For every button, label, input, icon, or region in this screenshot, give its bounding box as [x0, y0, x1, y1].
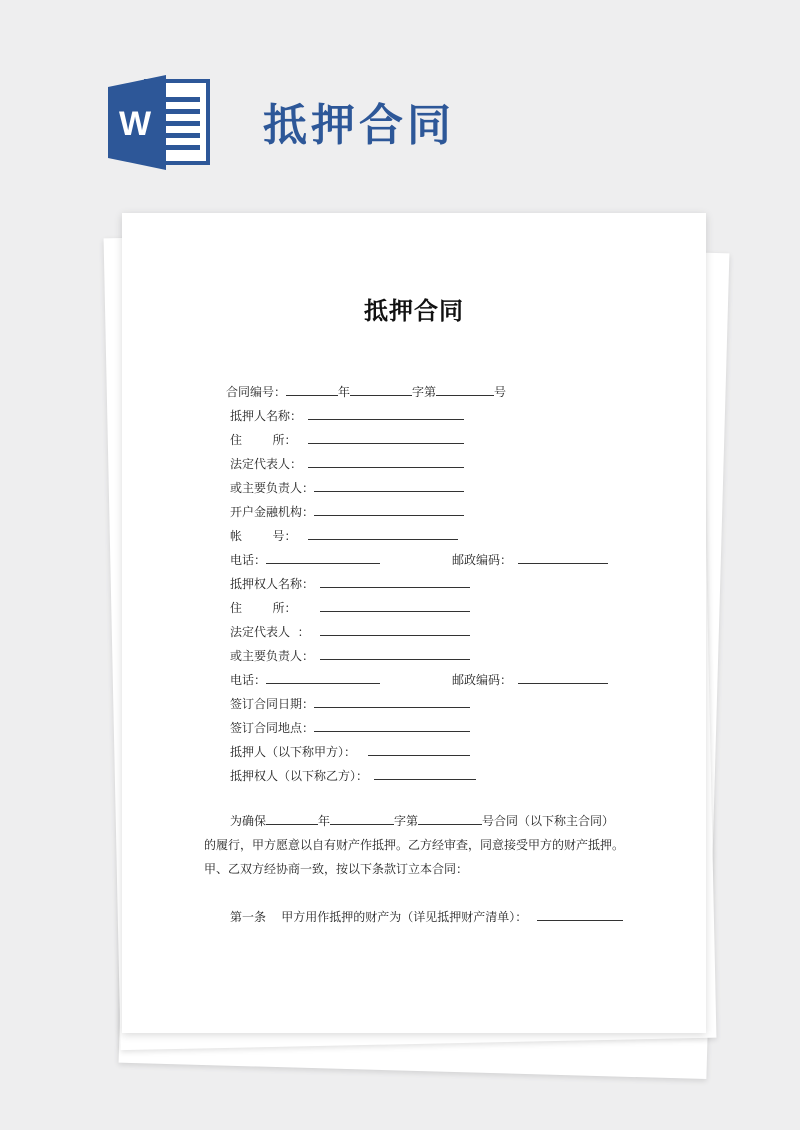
- blank-field: [350, 383, 412, 396]
- year-label: 年: [338, 385, 351, 399]
- blank-field: [314, 503, 464, 516]
- para1-part4: 号合同（以下称主合同）: [482, 814, 615, 828]
- word-document-icon: [108, 75, 213, 170]
- blank-field: [266, 671, 380, 684]
- mortgagee-address-row: [230, 599, 470, 616]
- mortgagee-legal-rep-row: [230, 623, 470, 640]
- blank-field: [308, 455, 464, 468]
- blank-field: [320, 647, 470, 660]
- mortgagee-principal-label: 或主要负责人：: [230, 649, 315, 663]
- blank-field: [286, 383, 338, 396]
- mortgagor-account-row: [230, 527, 458, 544]
- sign-place-label: 签订合同地点：: [230, 721, 315, 735]
- mortgagee-address-label: 住 所：: [230, 601, 297, 615]
- blank-field: [518, 551, 608, 564]
- mortgagee-phone-row: [230, 671, 380, 688]
- mortgagee-phone-label: 电话：: [230, 673, 267, 687]
- para1-part2: 年: [318, 814, 331, 828]
- blank-field: [368, 743, 470, 756]
- mortgagor-address-label: 住 所：: [230, 433, 297, 447]
- mortgagee-name-row: [230, 575, 470, 592]
- mortgagor-postcode-row: [452, 551, 608, 568]
- paragraph-line-2: 的履行，甲方愿意以自有财产作抵押。乙方经审查，同意接受甲方的财产抵押。: [204, 838, 625, 852]
- sign-date-row: [230, 695, 470, 712]
- mortgagor-legal-rep-row: [230, 455, 464, 472]
- blank-field: [308, 527, 458, 540]
- party-a-label: 抵押人（以下称甲方）：: [230, 745, 357, 759]
- para1-part3: 字第: [394, 814, 419, 828]
- paragraph-line-3: 甲、乙双方经协商一致，按以下条款订立本合同：: [204, 862, 469, 876]
- mortgagee-principal-row: [230, 647, 470, 664]
- mortgagor-phone-row: [230, 551, 380, 568]
- blank-field: [320, 599, 470, 612]
- page-header: [108, 75, 608, 170]
- document-page: [122, 213, 706, 1033]
- mortgagee-postcode-label: 邮政编码：: [452, 673, 513, 687]
- mortgagor-name-row: [230, 407, 464, 424]
- contract-number-label: 合同编号：: [226, 385, 287, 399]
- paragraph-line-1: [230, 809, 614, 833]
- sign-place-row: [230, 719, 470, 736]
- mortgagor-bank-row: [230, 503, 464, 520]
- mortgagor-account-label: 帐 号：: [230, 529, 297, 543]
- blank-field: [314, 479, 464, 492]
- hao-label: 号: [494, 385, 507, 399]
- blank-field: [436, 383, 494, 396]
- party-a-row: [230, 743, 470, 760]
- blank-field: [518, 671, 608, 684]
- header-title: 抵押合同: [263, 100, 455, 151]
- blank-field: [330, 812, 394, 825]
- blank-field: [320, 575, 470, 588]
- mortgagor-principal-label: 或主要负责人：: [230, 481, 315, 495]
- blank-field: [320, 623, 470, 636]
- word-icon-letter: W: [118, 105, 152, 143]
- article-1-text: 第一条 甲方用作抵押的财产为（详见抵押财产清单）：: [230, 910, 528, 924]
- contract-number-row: [226, 383, 506, 400]
- mortgagor-legal-rep-label: 法定代表人：: [230, 457, 303, 471]
- blank-field: [266, 551, 380, 564]
- mortgagor-principal-row: [230, 479, 464, 496]
- zi-di-label: 字第: [412, 385, 437, 399]
- party-b-label: 抵押权人（以下称乙方）：: [230, 769, 369, 783]
- mortgagor-postcode-label: 邮政编码：: [452, 553, 513, 567]
- mortgagee-postcode-row: [452, 671, 608, 688]
- blank-field: [418, 812, 482, 825]
- sign-date-label: 签订合同日期：: [230, 697, 315, 711]
- mortgagor-name-label: 抵押人名称：: [230, 409, 303, 423]
- mortgagor-phone-label: 电话：: [230, 553, 267, 567]
- mortgagor-address-row: [230, 431, 464, 448]
- blank-field: [537, 908, 623, 921]
- article-1-row: [230, 905, 623, 929]
- mortgagee-name-label: 抵押权人名称：: [230, 577, 315, 591]
- blank-field: [314, 719, 470, 732]
- party-b-row: [230, 767, 476, 784]
- blank-field: [308, 431, 464, 444]
- blank-field: [314, 695, 470, 708]
- mortgagee-legal-rep-label: 法定代表人 ：: [230, 625, 310, 639]
- blank-field: [266, 812, 318, 825]
- para1-part1: 为确保: [230, 814, 267, 828]
- document-title: 抵押合同: [364, 297, 464, 325]
- blank-field: [308, 407, 464, 420]
- blank-field: [374, 767, 476, 780]
- mortgagor-bank-label: 开户金融机构：: [230, 505, 315, 519]
